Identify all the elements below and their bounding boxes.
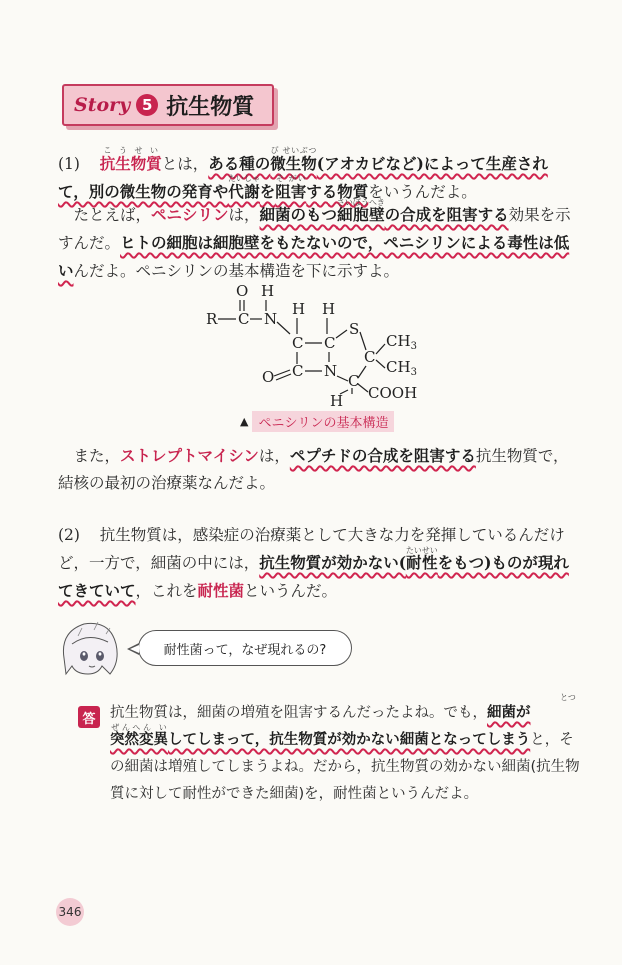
- atom-h-bottom: H: [330, 392, 344, 410]
- low-toxicity-underlined: ヒトの細胞は細胞壁をもたないので，ペニシリンによる毒性は低い: [58, 233, 570, 280]
- paragraph-3: [58, 442, 578, 497]
- term-streptomycin: ストレプトマイシン: [120, 446, 259, 465]
- structure-caption: [240, 410, 394, 432]
- text: また，: [73, 447, 121, 465]
- paragraph-2: [58, 198, 578, 285]
- text: は，: [258, 447, 290, 465]
- atom-c5: C: [292, 362, 304, 380]
- text: 効果を示すんだ。: [58, 206, 571, 252]
- section-label: (2): [58, 526, 80, 544]
- atom-c1: C: [238, 310, 250, 328]
- caption-marker: ▲: [240, 414, 249, 428]
- story-title: 抗生物質: [166, 93, 255, 120]
- story-header: [62, 84, 274, 126]
- atom-c2: C: [292, 334, 304, 352]
- text: をいうんだよ。: [368, 183, 477, 201]
- text: というんだ。: [244, 582, 338, 600]
- paragraph-4: [58, 522, 578, 605]
- page-number: 346: [56, 898, 84, 926]
- answer-paragraph: [110, 700, 580, 808]
- atom-r: R: [206, 310, 218, 328]
- atom-o-bottom: O: [262, 368, 275, 386]
- peptide-inhibition-underlined: ペプチドの合成を阻害する: [289, 446, 476, 465]
- text: 抗生物質は，細菌の増殖を阻害するんだったよね。でも，: [110, 705, 487, 721]
- text: は，: [228, 206, 260, 224]
- group-cooh: COOH: [368, 384, 418, 402]
- paragraph-1: [58, 146, 578, 206]
- answer-badge: 答: [78, 706, 100, 728]
- penicillin-effect-underlined: 細菌のもつ細胞壁さいぼうへきの合成を阻害する: [259, 198, 509, 224]
- term-antibiotic: 抗生物質こうせい: [99, 146, 162, 173]
- term-penicillin: ペニシリン: [151, 205, 229, 224]
- story-word: Story: [74, 94, 131, 116]
- atom-n1: N: [264, 310, 278, 328]
- methyl-a: $CH_3$: [386, 332, 417, 352]
- atom-s: S: [349, 320, 360, 338]
- atom-n2: N: [324, 362, 338, 380]
- methyl-b: $CH_3$: [386, 358, 417, 378]
- atom-c4: C: [364, 348, 376, 366]
- caption-label: ペニシリンの基本構造: [252, 411, 394, 432]
- text: 抗生物質で，結核の最初の治療薬なんだよ。: [58, 447, 569, 492]
- text: と，その細菌は増殖してしまうよね。だから，抗生物質の効かない細菌(抗生物質に対して耐性ができた細菌)を，耐性菌というんだよ。: [110, 732, 580, 802]
- term-resistant-bacteria: 耐性菌: [197, 581, 245, 600]
- definition-underlined: ある種の微生物び せいぶつ(アオカビなど)によって生産されて，別の微生物の発育や代謝たいしゃを阻害そ がいする物質: [58, 146, 548, 201]
- question-text: 耐性菌って，なぜ現れるの?: [163, 642, 327, 658]
- atom-c3: C: [324, 334, 336, 352]
- section-label: (1): [58, 155, 80, 173]
- atom-h-a: H: [292, 300, 306, 318]
- text: たとえば，: [73, 206, 152, 224]
- text: とは，: [161, 155, 209, 173]
- ruby-totsu: とつ: [560, 693, 576, 702]
- text: んだよ。ペニシリンの基本構造を下に示すよ。: [73, 262, 400, 280]
- resistance-underlined: 抗生物質が効かない(耐性たいせいをもつ)ものが現れてきていて: [58, 546, 569, 600]
- mutation-underlined: 細菌が突然変異ぜんへん いしてしまって，抗生物質が効かない細菌となってしまう: [110, 705, 531, 748]
- question-bubble: [138, 630, 352, 666]
- text: ，これを: [135, 582, 198, 600]
- atom-o-top: O: [236, 282, 249, 300]
- atom-c6: C: [348, 372, 360, 390]
- story-number-badge: 5: [136, 94, 158, 116]
- atom-h-top: H: [261, 282, 275, 300]
- penicillin-structure: [200, 282, 440, 412]
- student-character-illustration: [58, 618, 126, 678]
- text: 抗生物質は，感染症の治療薬として大きな力を発揮しているんだけど，一方で，細菌の中には，: [58, 526, 565, 572]
- atom-h-b: H: [322, 300, 336, 318]
